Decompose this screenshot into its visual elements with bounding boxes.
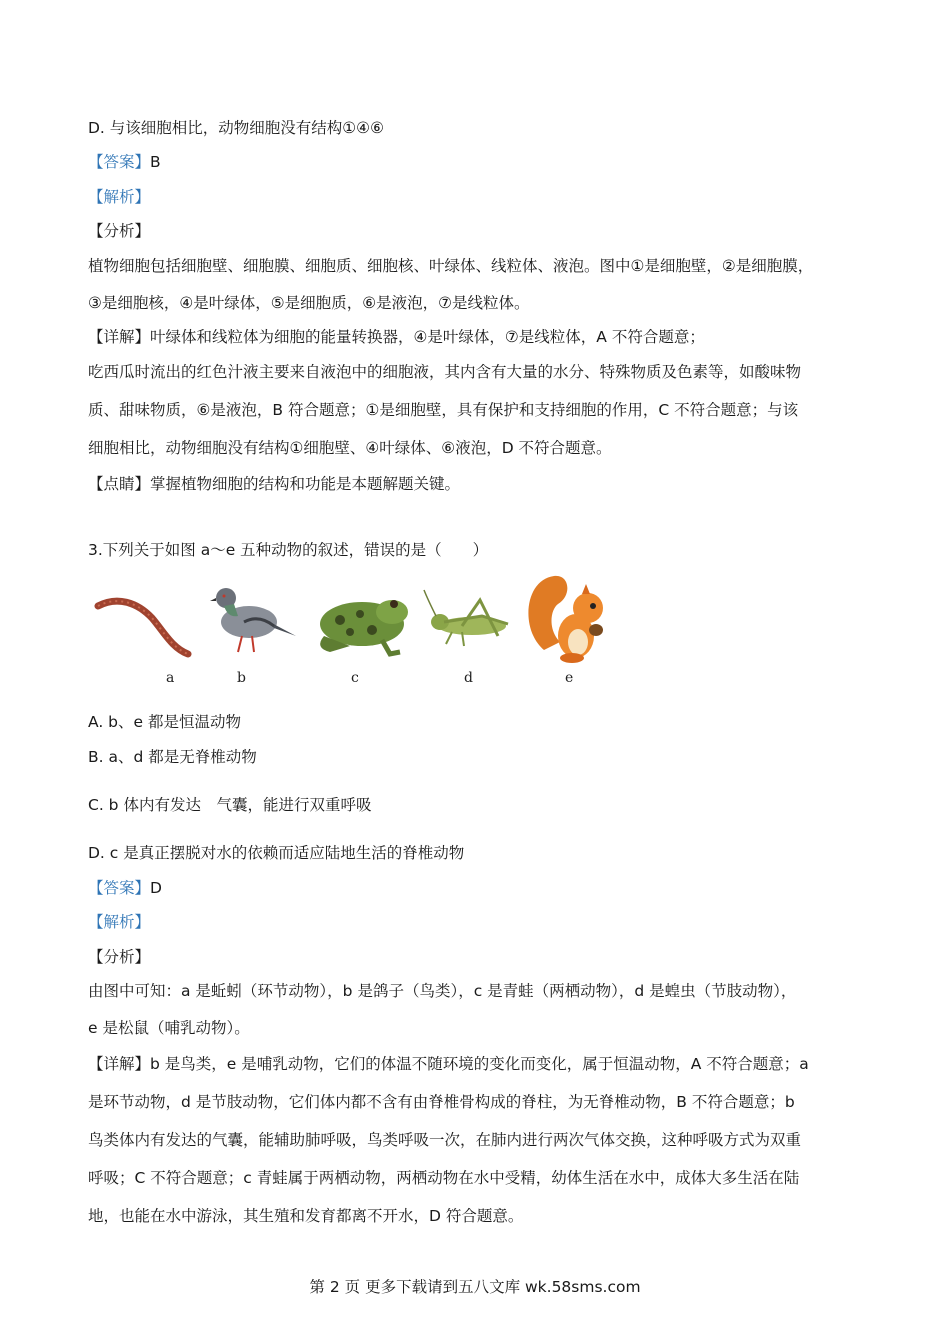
q3-analysis-line: e 是松鼠（哺乳动物）。 xyxy=(88,1019,250,1037)
figure-label-e: e xyxy=(565,670,574,686)
answer-value: D xyxy=(150,879,162,897)
answer-value: B xyxy=(150,153,161,171)
q2-analysis-line: ③是细胞核，④是叶绿体，⑤是细胞质，⑥是液泡，⑦是线粒体。 xyxy=(88,294,530,312)
q3-detail-line: 【详解】b 是鸟类，e 是哺乳动物，它们的体温不随环境的变化而变化，属于恒温动物，A 不符合题意；a xyxy=(88,1055,809,1073)
q2-detail-line: 细胞相比，动物细胞没有结构①细胞壁、④叶绿体、⑥液泡，D 不符合题意。 xyxy=(88,439,612,457)
q2-option-d: D. 与该细胞相比，动物细胞没有结构①④⑥ xyxy=(88,119,384,137)
q2-answer xyxy=(88,152,161,172)
q2-analysis-line: 植物细胞包括细胞壁、细胞膜、细胞质、细胞核、叶绿体、线粒体、液泡。图中①是细胞壁，②是细胞膜， xyxy=(88,257,814,275)
q2-fenxi-label: 【分析】 xyxy=(88,222,151,240)
q3-detail-line: 鸟类体内有发达的气囊，能辅助肺呼吸，鸟类呼吸一次，在肺内进行两次气体交换，这种呼吸方式为双重 xyxy=(88,1131,802,1149)
answer-label: 【答案】 xyxy=(88,879,151,897)
q3-option-c: C. b 体内有发达 气囊，能进行双重呼吸 xyxy=(88,796,372,814)
q2-dianjing: 【点睛】掌握植物细胞的结构和功能是本题解题关键。 xyxy=(88,475,461,493)
squirrel-image xyxy=(524,570,619,670)
page-footer: 第 2 页 更多下载请到五八文库 wk.58sms.com xyxy=(309,1278,641,1296)
q3-detail-line: 呼吸；C 不符合题意；c 青蛙属于两栖动物，两栖动物在水中受精，幼体生活在水中，成体大多生活在陆 xyxy=(88,1169,800,1187)
pigeon-image xyxy=(204,570,299,665)
grasshopper-image xyxy=(422,570,517,665)
q3-fenxi-label: 【分析】 xyxy=(88,948,151,966)
q3-option-a: A. b、e 都是恒温动物 xyxy=(88,713,241,731)
q3-option-d: D. c 是真正摆脱对水的依赖而适应陆地生活的脊椎动物 xyxy=(88,844,465,862)
q2-detail-line: 质、甜味物质，⑥是液泡，B 符合题意；①是细胞壁，具有保护和支持细胞的作用，C 不符合题意；与该 xyxy=(88,401,799,419)
q3-detail-line: 是环节动物，d 是节肢动物，它们体内都不含有由脊椎骨构成的脊柱，为无脊椎动物，B 不符合题意；b xyxy=(88,1093,795,1111)
answer-label: 【答案】 xyxy=(88,153,151,171)
animals-figure xyxy=(92,570,622,690)
q2-detail-line: 吃西瓜时流出的红色汁液主要来自液泡中的细胞液，其内含有大量的水分、特殊物质及色素等，如酸味物 xyxy=(88,363,802,381)
q2-jiexi-label: 【解析】 xyxy=(88,188,151,206)
figure-label-d: d xyxy=(464,670,473,686)
frog-image xyxy=(310,570,415,665)
q2-detail-line: 【详解】叶绿体和线粒体为细胞的能量转换器，④是叶绿体，⑦是线粒体，A 不符合题意； xyxy=(88,328,705,346)
q3-analysis-line: 由图中可知：a 是蚯蚓（环节动物），b 是鸽子（鸟类），c 是青蛙（两栖动物），d 是蝗虫（节肢动物）， xyxy=(88,982,797,1000)
q3-option-b: B. a、d 都是无脊椎动物 xyxy=(88,748,257,766)
q3-jiexi-label: 【解析】 xyxy=(88,913,151,931)
q3-answer xyxy=(88,878,162,898)
figure-label-c: c xyxy=(351,670,359,686)
q3-stem: 3.下列关于如图 a～e 五种动物的叙述，错误的是（ ） xyxy=(88,541,489,559)
figure-label-b: b xyxy=(237,670,246,686)
earthworm-image xyxy=(92,570,197,665)
figure-label-a: a xyxy=(166,670,175,686)
q3-detail-line: 地，也能在水中游泳，其生殖和发育都离不开水，D 符合题意。 xyxy=(88,1207,524,1225)
